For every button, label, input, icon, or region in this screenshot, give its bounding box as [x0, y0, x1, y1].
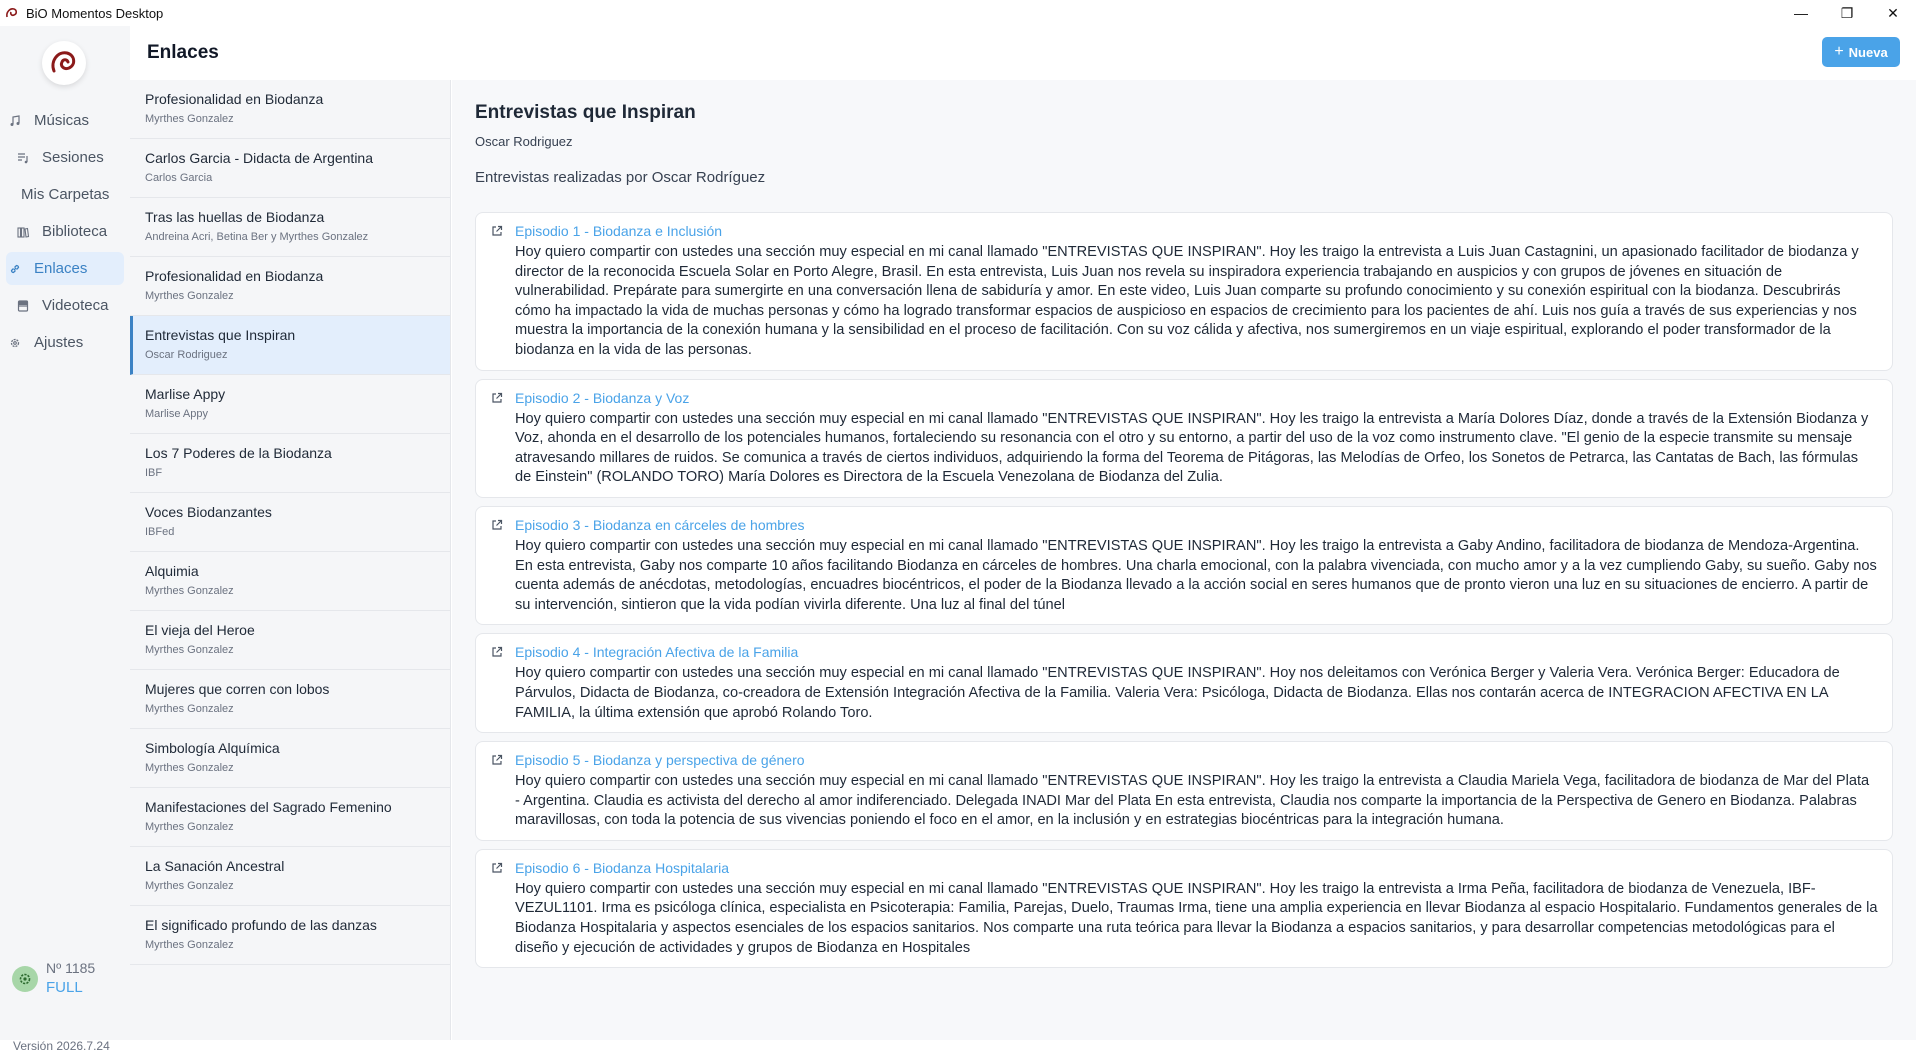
list-item[interactable]	[130, 375, 450, 434]
list-item-title: Entrevistas que Inspiran	[145, 327, 296, 343]
external-link-icon[interactable]	[490, 518, 504, 532]
minimize-button[interactable]: —	[1794, 5, 1808, 21]
list-item[interactable]	[130, 729, 450, 788]
episode-link[interactable]: Episodio 6 - Biodanza Hospitalaria	[515, 859, 730, 876]
list-item-subtitle: Myrthes Gonzalez	[145, 703, 234, 715]
maximize-button[interactable]: ❐	[1840, 4, 1854, 21]
list-item-title: Tras las huellas de Biodanza	[145, 209, 325, 225]
list-item-title: Mujeres que corren con lobos	[145, 681, 330, 697]
list-item-subtitle: Myrthes Gonzalez	[145, 644, 234, 656]
list-item-title: Simbología Alquímica	[145, 740, 280, 756]
list-item[interactable]	[130, 670, 450, 729]
episode-card	[475, 212, 1893, 371]
window-title: BiO Momentos Desktop	[26, 5, 164, 21]
sidebar-item-enlaces[interactable]	[6, 252, 124, 285]
episode-card	[475, 741, 1893, 841]
episode-description: Hoy quiero compartir con ustedes una sección muy especial en mi canal llamado "ENTREVISTAS QUE INSPIRAN". Hoy les traigo la entrevista a Gaby Andino, facilitadora de biodanza de Mendoza-Argentina. En esta entrevista, Gaby nos comparte 10 años facilitando Biodanza en cárceles de hombres. Una charla emocional, con la palabra vivenciada, con mucho amor y a la vez cumpliendo Gaby, su sueño. Gaby nos cuenta además de anécdotas, metodologías, encuadres biocéntricos, el poder de la Biodanza llevado a la acción social en seres humanos que de pronto vieron una luz en su situaciones de encierro. A partir de su intervención, sintieron que la vida podían vivirla diferente. Una luz al final del túnel	[515, 537, 1877, 613]
episode-description: Hoy quiero compartir con ustedes una sección muy especial en mi canal llamado "ENTREVISTAS QUE INSPIRAN". Hoy les traigo la entrevista a Luis Juan Castagnini, un apasionado facilitador de biodanza y director de la reconocida Escuela Solar en Porto Alegre, Brasil. En esta entrevista, Luis Juan nos revela su inspiradora experiencia trabajando en auspicios y con grupos de jóvenes en situación de vulnerabilidad. Prepárate para sumergirte en una conversación llena de sabiduría y amor. En este video, Luis Juan comparte su profundo conocimiento y su conexión espiritual con la biodanza. Descubrirás cómo ha impactado la vida de muchas personas y cómo ha logrado transformar espacios de auspicioso en espacios de crecimiento para los pacientes de ahí. Luis nos guía a través de sus experiencias y nos muestra la importancia de la conexión humana y la sensibilidad en el proceso de facilitación. Con su voz cálida y afectiva, nos sumergiremos en un viaje espiritual, explorando el poder transformador de la biodanza en la vida de las personas.	[515, 244, 1859, 358]
list-item[interactable]	[130, 552, 450, 611]
license-gear-icon	[12, 966, 38, 992]
list-item-subtitle: Carlos Garcia	[145, 172, 213, 184]
episode-card	[475, 633, 1893, 733]
list-item-subtitle: Oscar Rodriguez	[145, 349, 228, 361]
episode-card	[475, 849, 1893, 968]
sidebar-item-videoteca[interactable]	[6, 289, 124, 322]
list-item-title: La Sanación Ancestral	[145, 858, 285, 874]
app-version: Versión 2026.7.24	[13, 1039, 110, 1053]
list-item-title: Voces Biodanzantes	[145, 504, 272, 520]
sidebar-item-label: Videoteca	[42, 297, 109, 314]
license-plan: FULL	[46, 979, 83, 996]
episode-link[interactable]: Episodio 4 - Integración Afectiva de la Familia	[515, 644, 799, 661]
list-item[interactable]	[130, 80, 450, 139]
sidebar-item-label: Enlaces	[34, 260, 88, 277]
sidebar-item-label: Sesiones	[42, 149, 104, 166]
film-icon	[14, 300, 32, 312]
episode-link[interactable]: Episodio 2 - Biodanza y Voz	[515, 389, 690, 406]
episode-card	[475, 379, 1893, 498]
episode-link[interactable]: Episodio 5 - Biodanza y perspectiva de género	[515, 752, 805, 769]
episode-description: Hoy quiero compartir con ustedes una sección muy especial en mi canal llamado "ENTREVISTAS QUE INSPIRAN". Hoy les traigo la entrevista a Irma Peña, facilitadora de biodanza de Venezuela, IBF-VEZUL1101. Irma es psicóloga clínica, especialista en Psicoterapia: Familia, Parejas, Duelo, Traumas Irma, tiene una amplia experiencia en llevar Biodanza al espacio Hospitalario. Fundamentos generales de la Biodanza Hospitalaria y aspectos esenciales de los espacios sanitarios. Nos comparte una ruta teórica para llevar la Biodanza a espacios sanitarios, y para desarrollar competencias metodológicas para el diseño y ejecución de actividades y grupos de Biodanza en Hospitales	[515, 880, 1878, 956]
page-header	[130, 26, 1916, 80]
link-detail	[452, 80, 1916, 1040]
plus-icon: +	[1834, 43, 1844, 60]
list-item-subtitle: IBF	[145, 467, 163, 479]
list-item[interactable]	[130, 847, 450, 906]
link-icon	[6, 263, 24, 275]
detail-description: Entrevistas realizadas por Oscar Rodríguez	[475, 169, 766, 186]
list-item-subtitle: Myrthes Gonzalez	[145, 113, 234, 125]
sidebar-item-label: Músicas	[34, 112, 90, 129]
episode-description: Hoy quiero compartir con ustedes una sección muy especial en mi canal llamado "ENTREVISTAS QUE INSPIRAN". Hoy nos deleitamos con Verónica Berger y Valeria Vera. Verónica Berger: Educadora de Párvulos, Didacta de Biodanza, co-creadora de Extensión Integración Afectiva de la Familia. Valeria Vera: Psicóloga, Didacta de Biodanza. Ellas nos contarán acerca de INTEGRACION AFECTIVA EN LA FAMILIA, la última extensión que aprobó Rolando Toro.	[515, 665, 1840, 721]
new-link-button[interactable]	[1822, 37, 1900, 67]
list-item-title: Los 7 Poderes de la Biodanza	[145, 445, 332, 461]
list-item-title: El vieja del Heroe	[145, 622, 255, 638]
close-button[interactable]: ✕	[1887, 4, 1899, 21]
sidebar-item-biblioteca[interactable]	[6, 215, 124, 248]
external-link-icon[interactable]	[490, 224, 504, 238]
list-item-selected[interactable]	[130, 316, 450, 375]
list-item-title: Profesionalidad en Biodanza	[145, 91, 324, 107]
external-link-icon[interactable]	[490, 391, 504, 405]
list-item[interactable]	[130, 493, 450, 552]
new-button-label: Nueva	[1848, 44, 1888, 60]
episode-link[interactable]: Episodio 1 - Biodanza e Inclusión	[515, 223, 723, 239]
episode-card	[475, 506, 1893, 625]
list-item-subtitle: Myrthes Gonzalez	[145, 290, 234, 302]
episode-list	[475, 212, 1893, 976]
sidebar-item-musicas[interactable]	[6, 104, 124, 137]
license-info	[12, 958, 95, 998]
app-logo[interactable]	[42, 41, 86, 85]
list-item-title: Carlos Garcia - Didacta de Argentina	[145, 150, 373, 166]
license-number: Nº 1185	[46, 960, 96, 976]
detail-author: Oscar Rodriguez	[475, 134, 573, 149]
list-item[interactable]	[130, 906, 450, 965]
episode-description: Hoy quiero compartir con ustedes una sección muy especial en mi canal llamado "ENTREVISTAS QUE INSPIRAN". Hoy les traigo la entrevista a María Dolores Díaz, donde a través de la Extensión Biodanza y Voz, ahonda en el desarrollo de los potenciales humanos, fortaleciendo su resonancia con el otro y su entorno, a partir del uso de la voz como instrumento clave. "El genio de la especie transmite su mensaje atravesando millares de ruidos. Se comunica a través de ciertos individuos, adquiriendo la forma del Teorema de Pitágoras, las Melodías de Orfeo, los Sonetos de Petrarca, las Cantatas de Bach, las fórmulas de Einstein" (ROLANDO TORO) María Dolores es Directora de la Escuela Venezolana de Biodanza del Zulia.	[515, 410, 1869, 486]
gear-icon	[6, 337, 24, 349]
list-item[interactable]	[130, 139, 450, 198]
list-item-subtitle: Myrthes Gonzalez	[145, 585, 234, 597]
list-item[interactable]	[130, 257, 450, 316]
list-item-title: El significado profundo de las danzas	[145, 917, 377, 933]
books-icon	[14, 226, 32, 238]
list-item-subtitle: Myrthes Gonzalez	[145, 821, 234, 833]
list-item[interactable]	[130, 611, 450, 670]
list-item-subtitle: Andreina Acri, Betina Ber y Myrthes Gonzalez	[145, 231, 369, 243]
title-bar	[0, 0, 1916, 26]
sidebar-nav	[0, 104, 130, 363]
links-list	[130, 80, 451, 1040]
list-item-title: Manifestaciones del Sagrado Femenino	[145, 799, 392, 815]
list-item-subtitle: Myrthes Gonzalez	[145, 762, 234, 774]
episode-link[interactable]: Episodio 3 - Biodanza en cárceles de hombres	[515, 516, 805, 533]
sidebar-item-ajustes[interactable]	[6, 326, 124, 359]
music-icon	[6, 115, 24, 127]
list-item-subtitle: Marlise Appy	[145, 408, 208, 420]
list-item[interactable]	[130, 434, 450, 493]
list-item-title: Alquimia	[145, 563, 199, 579]
list-item-title: Marlise Appy	[145, 386, 226, 402]
sidebar-item-label: Mis Carpetas	[21, 186, 110, 203]
app-logo-icon	[4, 5, 20, 21]
list-item[interactable]	[130, 198, 450, 257]
list-item[interactable]	[130, 788, 450, 847]
playlist-icon	[14, 152, 32, 164]
external-link-icon[interactable]	[490, 753, 504, 767]
sidebar	[0, 26, 130, 1053]
external-link-icon[interactable]	[490, 861, 504, 875]
list-item-subtitle: IBFed	[145, 526, 175, 538]
page-title: Enlaces	[147, 42, 219, 63]
detail-title: Entrevistas que Inspiran	[475, 102, 696, 123]
sidebar-item-label: Ajustes	[34, 334, 84, 351]
list-item-subtitle: Myrthes Gonzalez	[145, 939, 234, 951]
sidebar-item-label: Biblioteca	[42, 223, 108, 240]
sidebar-item-mis-carpetas[interactable]	[6, 178, 124, 211]
external-link-icon[interactable]	[490, 645, 504, 659]
list-item-title: Profesionalidad en Biodanza	[145, 268, 324, 284]
sidebar-item-sesiones[interactable]	[6, 141, 124, 174]
episode-description: Hoy quiero compartir con ustedes una sección muy especial en mi canal llamado "ENTREVISTAS QUE INSPIRAN". Hoy les traigo la entrevista a Claudia Mariela Vega, facilitadora de biodanza de Mar del Plata - Argentina. Claudia es activista del derecho al amor indiferenciado. Delegada INADI Mar del Plata En esta entrevista, Claudia nos comparte la importancia de la Perspectiva de Genero en Biodanza. Palabras maravillosas, con toda la potencia de sus vivencias poniendo el foco en el amor, en la inclusión y en estrategias biocéntricas para la integración humana.	[515, 773, 1870, 829]
list-item-subtitle: Myrthes Gonzalez	[145, 880, 234, 892]
